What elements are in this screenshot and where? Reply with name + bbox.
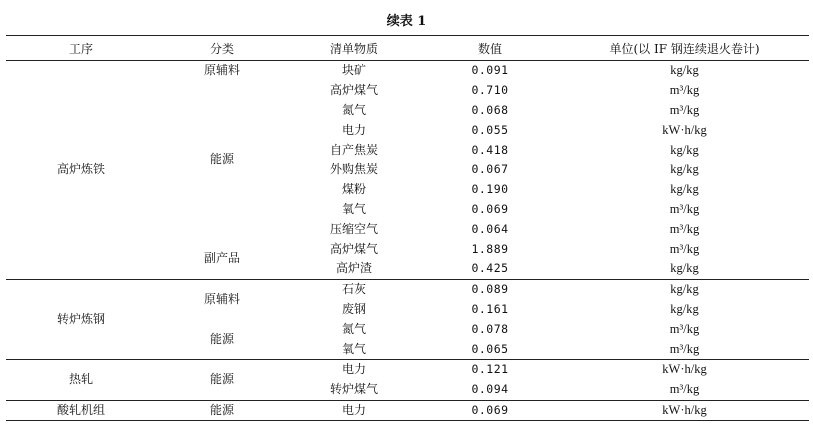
unit-cell: kg/kg [670, 142, 699, 157]
process-cell: 热轧 [6, 359, 156, 400]
item-cell: 高炉煤气 [329, 241, 378, 256]
header-unit: 单位(以 IF 钢连续退火卷计) [560, 36, 809, 61]
category-cell: 能源 [156, 400, 288, 421]
item-cell: 废钢 [341, 301, 366, 316]
unit-cell: kg/kg [670, 182, 699, 197]
process-cell: 高炉炼铁 [6, 61, 156, 280]
item-cell: 外购焦炭 [329, 162, 378, 177]
unit-cell: m³/kg [560, 339, 809, 359]
unit-cell: m³/kg [669, 221, 700, 236]
value-cell: 0.091 [471, 63, 509, 78]
item-cell: 氮气 [341, 321, 366, 336]
item-cell: 高炉煤气 [329, 83, 378, 98]
table-row [6, 61, 809, 81]
table-body [6, 61, 809, 421]
value-cell: 0.067 [471, 162, 509, 177]
unit-cell: kg/kg [670, 162, 699, 177]
item-cell: 转炉煤气 [288, 380, 420, 400]
value-cell: 0.055 [471, 122, 509, 137]
header-item: 清单物质 [288, 36, 420, 61]
unit-cell: m³/kg [669, 83, 700, 98]
inventory-table [6, 35, 809, 421]
unit-cell: kg/kg [560, 259, 809, 279]
item-cell: 石灰 [341, 282, 366, 297]
item-cell: 压缩空气 [329, 221, 378, 236]
category-cell: 原辅料 [203, 63, 240, 78]
value-cell: 0.068 [471, 102, 509, 117]
unit-cell: m³/kg [669, 321, 700, 336]
item-cell: 电力 [341, 122, 366, 137]
item-cell: 自产焦炭 [329, 142, 378, 157]
value-cell: 0.418 [471, 142, 509, 157]
value-cell: 0.190 [471, 182, 509, 197]
table-row [6, 359, 809, 379]
unit-cell: m³/kg [669, 102, 700, 117]
table-caption: 续表 1 [386, 14, 427, 29]
item-cell: 氮气 [341, 102, 366, 117]
header-category: 分类 [156, 36, 288, 61]
value-cell: 0.425 [420, 259, 560, 279]
item-cell: 电力 [288, 400, 420, 421]
process-cell: 转炉炼钢 [6, 279, 156, 359]
unit-cell: kW·h/kg [662, 362, 707, 377]
unit-cell: kg/kg [670, 282, 699, 297]
item-cell: 煤粉 [341, 182, 366, 197]
value-cell: 0.065 [420, 339, 560, 359]
unit-cell: kg/kg [670, 301, 699, 316]
value-cell: 0.121 [471, 362, 509, 377]
value-cell: 0.161 [471, 301, 509, 316]
category-cell: 能源 [156, 359, 288, 400]
value-cell: 0.089 [471, 282, 509, 297]
unit-cell: m³/kg [669, 241, 700, 256]
unit-cell: kg/kg [670, 63, 699, 78]
item-cell: 氧气 [341, 201, 366, 216]
header-process: 工序 [6, 36, 156, 61]
header-value: 数值 [420, 36, 560, 61]
value-cell: 0.069 [471, 201, 509, 216]
value-cell: 1.889 [471, 241, 509, 256]
table-header-row [6, 36, 809, 61]
unit-cell: m³/kg [560, 380, 809, 400]
item-cell: 电力 [341, 362, 366, 377]
value-cell: 0.069 [420, 400, 560, 421]
item-cell: 氧气 [288, 339, 420, 359]
table-row [6, 279, 809, 299]
unit-cell: m³/kg [669, 201, 700, 216]
category-cell: 能源 [156, 319, 288, 359]
category-cell: 副产品 [156, 239, 288, 279]
value-cell: 0.078 [471, 321, 509, 336]
value-cell: 0.064 [471, 221, 509, 236]
value-cell: 0.094 [420, 380, 560, 400]
unit-cell: kW·h/kg [662, 122, 707, 137]
unit-cell: kW·h/kg [560, 400, 809, 421]
process-cell: 酸轧机组 [6, 400, 156, 421]
value-cell: 0.710 [471, 83, 509, 98]
table-row [6, 400, 809, 421]
category-cell: 能源 [209, 152, 234, 167]
item-cell: 高炉渣 [288, 259, 420, 279]
category-cell: 原辅料 [203, 292, 240, 307]
item-cell: 块矿 [341, 63, 366, 78]
